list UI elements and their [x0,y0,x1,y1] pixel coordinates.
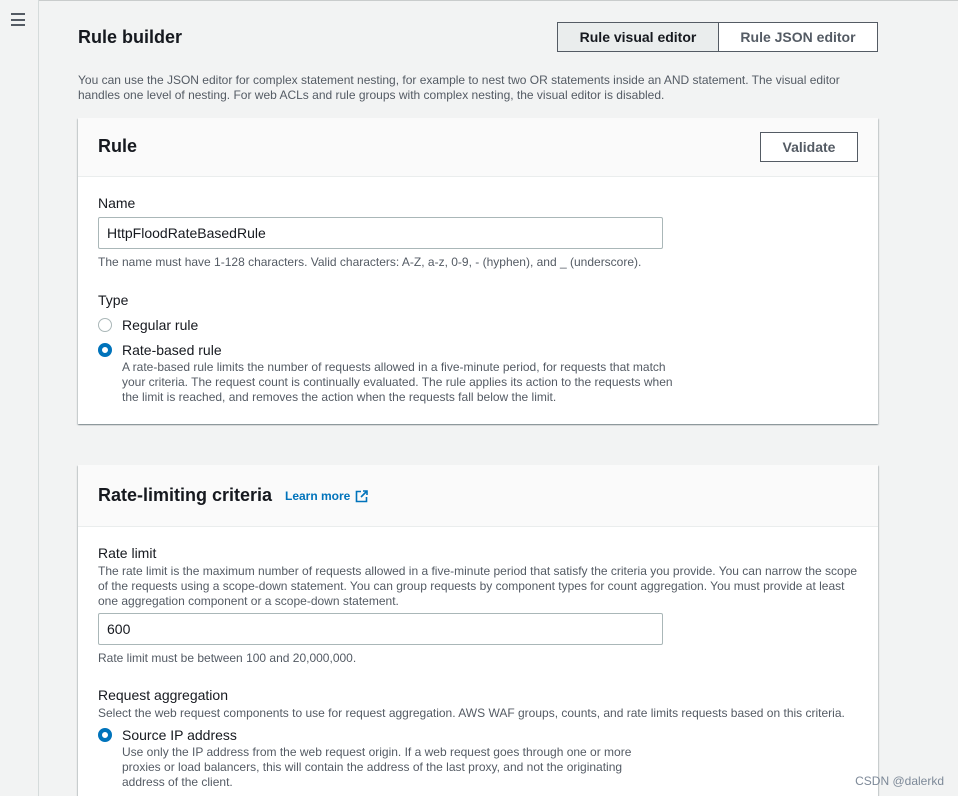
name-input[interactable] [98,217,663,249]
source-ip-option[interactable] [98,727,237,743]
top-border [0,0,958,1]
learn-more-link[interactable] [285,489,368,503]
external-link-icon [355,490,368,503]
watermark: CSDN @dalerkd [855,774,944,788]
rate-limiting-card [78,465,878,796]
validate-button[interactable]: Validate [760,132,858,162]
name-input-value: HttpFloodRateBasedRule [107,225,266,241]
rule-card-title: Rule [98,136,138,156]
page-title: Rule builder [78,27,183,47]
regular-rule-label: Regular rule [122,317,199,333]
rate-based-rule-label: Rate-based rule [122,342,222,358]
rule-card-header [78,118,878,177]
learn-more-label: Learn more [285,489,351,503]
name-hint: The name must have 1-128 characters. Valid characters: A-Z, a-z, 0-9, - (hyphen), and _ (underscore). [98,255,642,269]
hamburger-menu-icon[interactable] [11,13,25,26]
name-label: Name [98,195,136,211]
rate-based-rule-option[interactable] [98,342,222,358]
rule-card [78,118,878,424]
rate-based-rule-radio[interactable] [98,343,112,357]
rate-limiting-card-header [78,465,878,527]
rule-json-editor-button[interactable]: Rule JSON editor [719,22,878,52]
source-ip-label: Source IP address [122,727,237,743]
rate-limit-label: Rate limit [98,545,157,561]
regular-rule-radio[interactable] [98,318,112,332]
intro-description: You can use the JSON editor for complex statement nesting, for example to nest two OR statements inside an AND statement. The visual editor handles one level of nesting. For web ACLs and rule groups with complex nesting, the visual editor is disabled. [78,73,840,102]
rate-limit-hint: Rate limit must be between 100 and 20,000,000. [98,651,357,665]
regular-rule-option[interactable] [98,317,198,333]
request-aggregation-description: Select the web request components to use for request aggregation. AWS WAF groups, counts, and rate limits requests based on this criteria. [98,706,845,720]
request-aggregation-label: Request aggregation [98,687,228,703]
rate-limiting-title: Rate-limiting criteria [98,485,273,505]
rate-limit-description: The rate limit is the maximum number of requests allowed in a five-minute period that satisfy the criteria you provide. You can narrow the scope of the requests using a scope-down statement. You can group requests by component types for count aggregation. You must provide at least one aggregation component or a scope-down statement. [98,564,858,608]
source-ip-description: Use only the IP address from the web request origin. If a web request goes through one or more proxies or load balancers, this will contain the address of the last proxy, and not the originating address of the client. [122,745,632,789]
editor-toggle [557,22,878,52]
rule-visual-editor-button[interactable]: Rule visual editor [557,22,719,52]
rate-limit-input-value: 600 [107,621,131,637]
rate-based-rule-description: A rate-based rule limits the number of requests allowed in a five-minute period, for requests that match your criteria. The request count is continually evaluated. The rule applies its action to the requests when the limit is reached, and removes the action when the requests fall below the limit. [122,360,673,404]
type-label: Type [98,292,129,308]
rate-limit-input[interactable] [98,613,663,645]
source-ip-radio[interactable] [98,728,112,742]
navigation-rail [0,0,39,796]
